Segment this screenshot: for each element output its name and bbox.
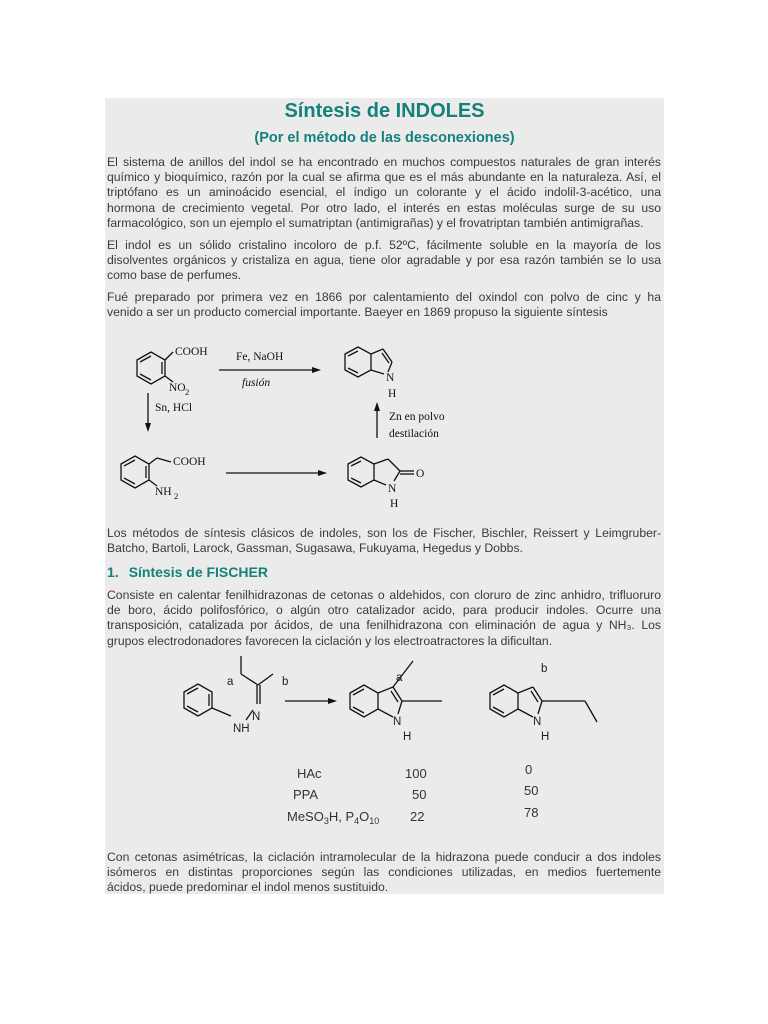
document-page (105, 98, 664, 894)
fischer-synthesis-scheme (105, 98, 664, 894)
product-b-n-label: N (533, 716, 542, 728)
ratio-a: 22 (410, 809, 425, 824)
text-line: triptófano es un aminoácido esencial, el índigo un colorante y el ácido indolil-3-acético, una (107, 185, 661, 200)
ratio-b: 0 (525, 762, 533, 777)
text-line: farmacológico, son un ejemplo el sumatriptan (antimigrañas) y el frovatriptan también antimigrañas. (107, 215, 644, 230)
text-line: Consiste en calentar fenilhidrazonas de cetonas o aldehidos, con cloruro de zinc anhidro, trifluoruro (107, 588, 661, 602)
ratio-b: 78 (524, 805, 539, 820)
indole-n-label: N (386, 372, 395, 384)
label-a: a (227, 676, 234, 688)
ratio-a: 50 (412, 787, 427, 802)
oxindole-h-label: H (390, 498, 399, 510)
section-title: Síntesis de FISCHER (128, 564, 268, 580)
oxindole-n-label: N (388, 483, 397, 495)
indole-product-b-structure (490, 663, 597, 743)
text-line: de boro, ácido polifosfórico, o algún otro catalizador acido, para producir indoles. Ocurre una (107, 603, 661, 618)
nh2-label: NH (155, 486, 172, 498)
product-a-n-label: N (393, 716, 402, 728)
text-line: disolventes orgánicos y cristaliza en agua, tiene olor agradable y por esa razón también se lo usa (107, 253, 661, 268)
text-line: Con cetonas asimétricas, la ciclación intramolecular de la hidrazona puede conducir a dos indoles (107, 850, 661, 864)
text-line: Los métodos de síntesis clásicos de indoles, son los de Fischer, Bischler, Reissert y Leimgruber- (107, 526, 661, 540)
label-b: b (282, 676, 289, 688)
oxindole-o-label: O (416, 468, 425, 480)
no2-subscript: 2 (185, 387, 190, 397)
reagent-zn: Zn en polvo (389, 411, 445, 423)
label-a: a (396, 672, 403, 684)
text-line: transposición, catalizada por ácidos, de una fenilhidrazona con eliminación de agua y NH₃. Los (107, 618, 661, 633)
page-title: Síntesis de INDOLES (284, 100, 485, 122)
reagent-fe-naoh: Fe, NaOH (236, 351, 284, 363)
text-line: isómeros en distintas proporciones según las condiciones utilizadas, en medios fuertemente (107, 865, 661, 880)
paragraph-asymmetric (107, 850, 661, 896)
reagent-sn-hcl: Sn, HCl (155, 402, 193, 414)
page-subtitle: (Por el método de las desconexiones) (254, 130, 515, 146)
text-line: venido a ser un producto comercial importante. Baeyer en 1869 propuso la siguiente síntesis (107, 305, 608, 320)
text-line: El indol es un sólido cristalino incoloro de p.f. 52ºC, fácilmente soluble en la mayoría de los (107, 238, 661, 252)
nh2-subscript: 2 (174, 491, 179, 501)
indole-product-a-structure (350, 661, 442, 743)
cond-meso3h: MeSO$_3$H, $P_4O_{10}$ (287, 809, 380, 826)
label-b: b (541, 663, 548, 675)
nh-label: NH (233, 723, 250, 735)
n-label: N (252, 711, 261, 723)
section-number: 1. (107, 564, 119, 580)
ratio-b: 50 (524, 783, 539, 798)
cond-ppa: PPA (293, 787, 319, 802)
cooh-label: COOH (173, 456, 206, 468)
product-a-h-label: H (403, 731, 412, 743)
text-line: Batcho, Bartoli, Larock, Gassman, Sugasawa, Fukuyama, Hegedus y Dobbs. (107, 541, 523, 556)
phenylhydrazone-structure (184, 656, 288, 735)
condition-fusion: fusión (242, 377, 271, 389)
product-b-h-label: H (541, 731, 550, 743)
no2-label: NO (169, 382, 186, 394)
arrow-right-icon (328, 698, 337, 704)
text-line: ácidos, puede predominar el indol menos sustituido. (107, 880, 389, 895)
text-line: El sistema de anillos del indol se ha encontrado en muchos compuestos naturales de gran interés (107, 155, 661, 169)
text-line: como base de perfumes. (107, 268, 242, 283)
text-line: grupos electrodonadores favorecen la ciclación y los electroatractores la dificultan. (107, 633, 553, 648)
indole-h-label: H (388, 388, 397, 400)
ratio-a: 100 (405, 766, 427, 781)
ratio-table (287, 762, 538, 826)
text-line: Fué preparado por primera vez en 1866 por calentamiento del oxindol con polvo de cinc y ha (107, 290, 661, 304)
cond-hac: HAc (297, 766, 322, 781)
cooh-label: COOH (175, 346, 208, 358)
text-line: químico y bioquímico, razón por la cual se afirma que es el más abundante en la naturaleza. Así, el (107, 170, 661, 185)
text-line: hormona de crecimiento vegetal. Por otro lado, el interés en estas moléculas surge de su uso (107, 200, 661, 215)
condition-destilacion: destilación (389, 428, 439, 440)
